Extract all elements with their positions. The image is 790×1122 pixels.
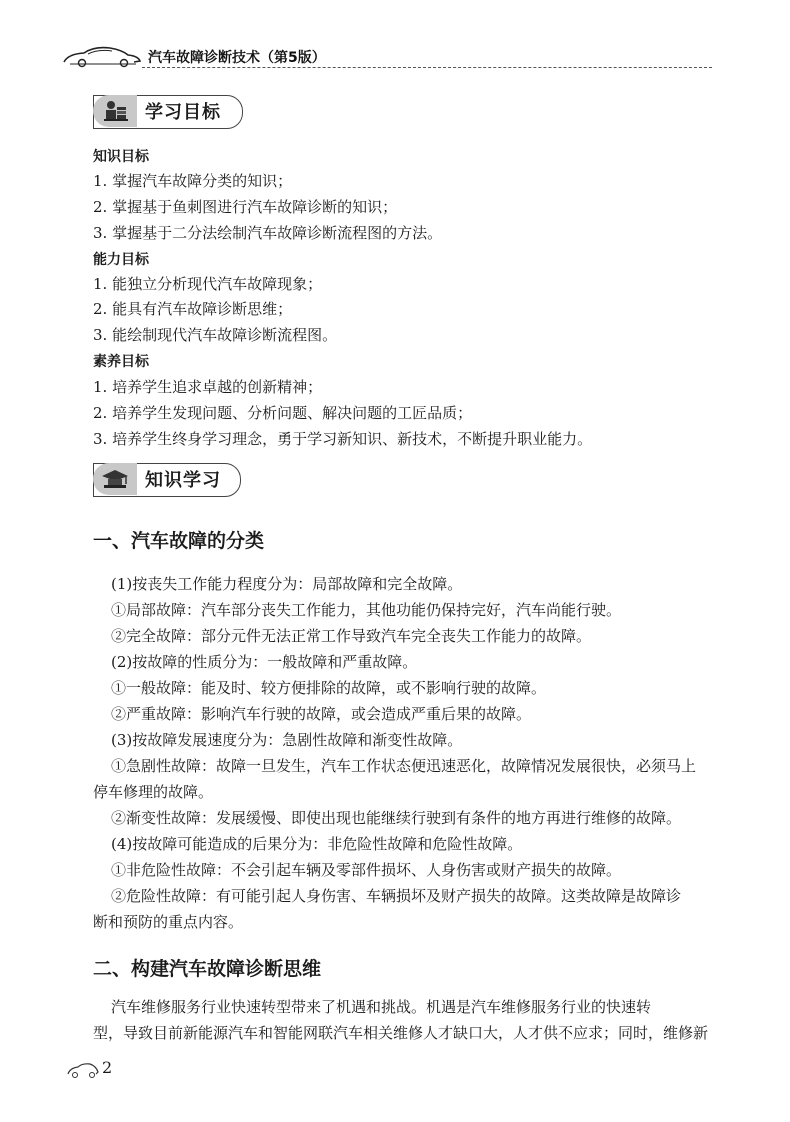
book-title: 汽车故障诊断技术（第5版） <box>148 50 326 66</box>
paragraph-line: ②危险性故障：有可能引起人身伤害、车辆损坏及财产损失的故障。这类故障是故障诊 <box>111 887 682 905</box>
section-heading: 一、汽车故障的分类 <box>93 530 265 552</box>
paragraph-line: (3)按故障发展速度分为：急剧性故障和渐变性故障。 <box>111 731 463 749</box>
banner-learning-objectives <box>93 95 243 129</box>
paragraph-line: 汽车维修服务行业快速转型带来了机遇和挑战。机遇是汽车维修服务行业的快速转 <box>111 998 652 1016</box>
paragraph-line: (1)按丧失工作能力程度分为：局部故障和完全故障。 <box>111 575 463 593</box>
list-item: 1. 掌握汽车故障分类的知识； <box>93 172 293 190</box>
paragraph-line: 停车修理的故障。 <box>93 783 214 801</box>
list-item: 1. 培养学生追求卓越的创新精神； <box>93 378 323 396</box>
knowledge-objectives-title: 知识目标 <box>93 149 149 165</box>
list-item: 2. 培养学生发现问题、分析问题、解决问题的工匠品质； <box>93 404 473 422</box>
paragraph-line: 型，导致目前新能源汽车和智能网联汽车相关维修人才缺口大，人才供不应求；同时，维修新 <box>93 1024 709 1042</box>
paragraph-line: ①一般故障：能及时、较方便排除的故障，或不影响行驶的故障。 <box>111 679 547 697</box>
running-header <box>62 42 712 72</box>
list-item: 2. 掌握基于鱼刺图进行汽车故障诊断的知识； <box>93 198 398 216</box>
paragraph-line: (2)按故障的性质分为：一般故障和严重故障。 <box>111 653 418 671</box>
ability-objectives-title: 能力目标 <box>93 252 149 268</box>
paragraph-line: 断和预防的重点内容。 <box>93 913 244 931</box>
paragraph-line: ②完全故障：部分元件无法正常工作导致汽车完全丧失工作能力的故障。 <box>111 627 592 645</box>
list-item: 3. 掌握基于二分法绘制汽车故障诊断流程图的方法。 <box>93 224 443 242</box>
paragraph-line: ①局部故障：汽车部分丧失工作能力，其他功能仍保持完好，汽车尚能行驶。 <box>111 601 622 619</box>
paragraph-line: ②严重故障：影响汽车行驶的故障，或会造成严重后果的故障。 <box>111 705 532 723</box>
banner-knowledge-learning <box>93 463 243 497</box>
quality-objectives-title: 素养目标 <box>93 354 149 370</box>
list-item: 3. 培养学生终身学习理念，勇于学习新知识、新技术，不断提升职业能力。 <box>93 430 593 448</box>
books-icon <box>93 95 137 127</box>
list-item: 1. 能独立分析现代汽车故障现象； <box>93 275 323 293</box>
list-item: 3. 能绘制现代汽车故障诊断流程图。 <box>93 326 338 344</box>
section-heading: 二、构建汽车故障诊断思维 <box>93 958 322 980</box>
paragraph-line: (4)按故障可能造成的后果分为：非危险性故障和危险性故障。 <box>111 835 523 853</box>
paragraph-line: ①急剧性故障：故障一旦发生，汽车工作状态便迅速恶化，故障情况发展很快，必须马上 <box>111 757 697 775</box>
paragraph-line: ①非危险性故障：不会引起车辆及零部件损坏、人身伤害或财产损失的故障。 <box>111 861 622 879</box>
paragraph-line: ②渐变性故障：发展缓慢、即使出现也能继续行驶到有条件的地方再进行维修的故障。 <box>111 809 682 827</box>
car-logo-icon <box>62 44 142 68</box>
car-outline-icon <box>66 1060 100 1080</box>
page-number: 2 <box>102 1058 113 1077</box>
header-divider <box>142 67 712 68</box>
banner-label: 学习目标 <box>145 102 221 123</box>
banner-label: 知识学习 <box>145 470 221 491</box>
list-item: 2. 能具有汽车故障诊断思维； <box>93 300 293 318</box>
graduation-cap-icon <box>93 463 137 495</box>
